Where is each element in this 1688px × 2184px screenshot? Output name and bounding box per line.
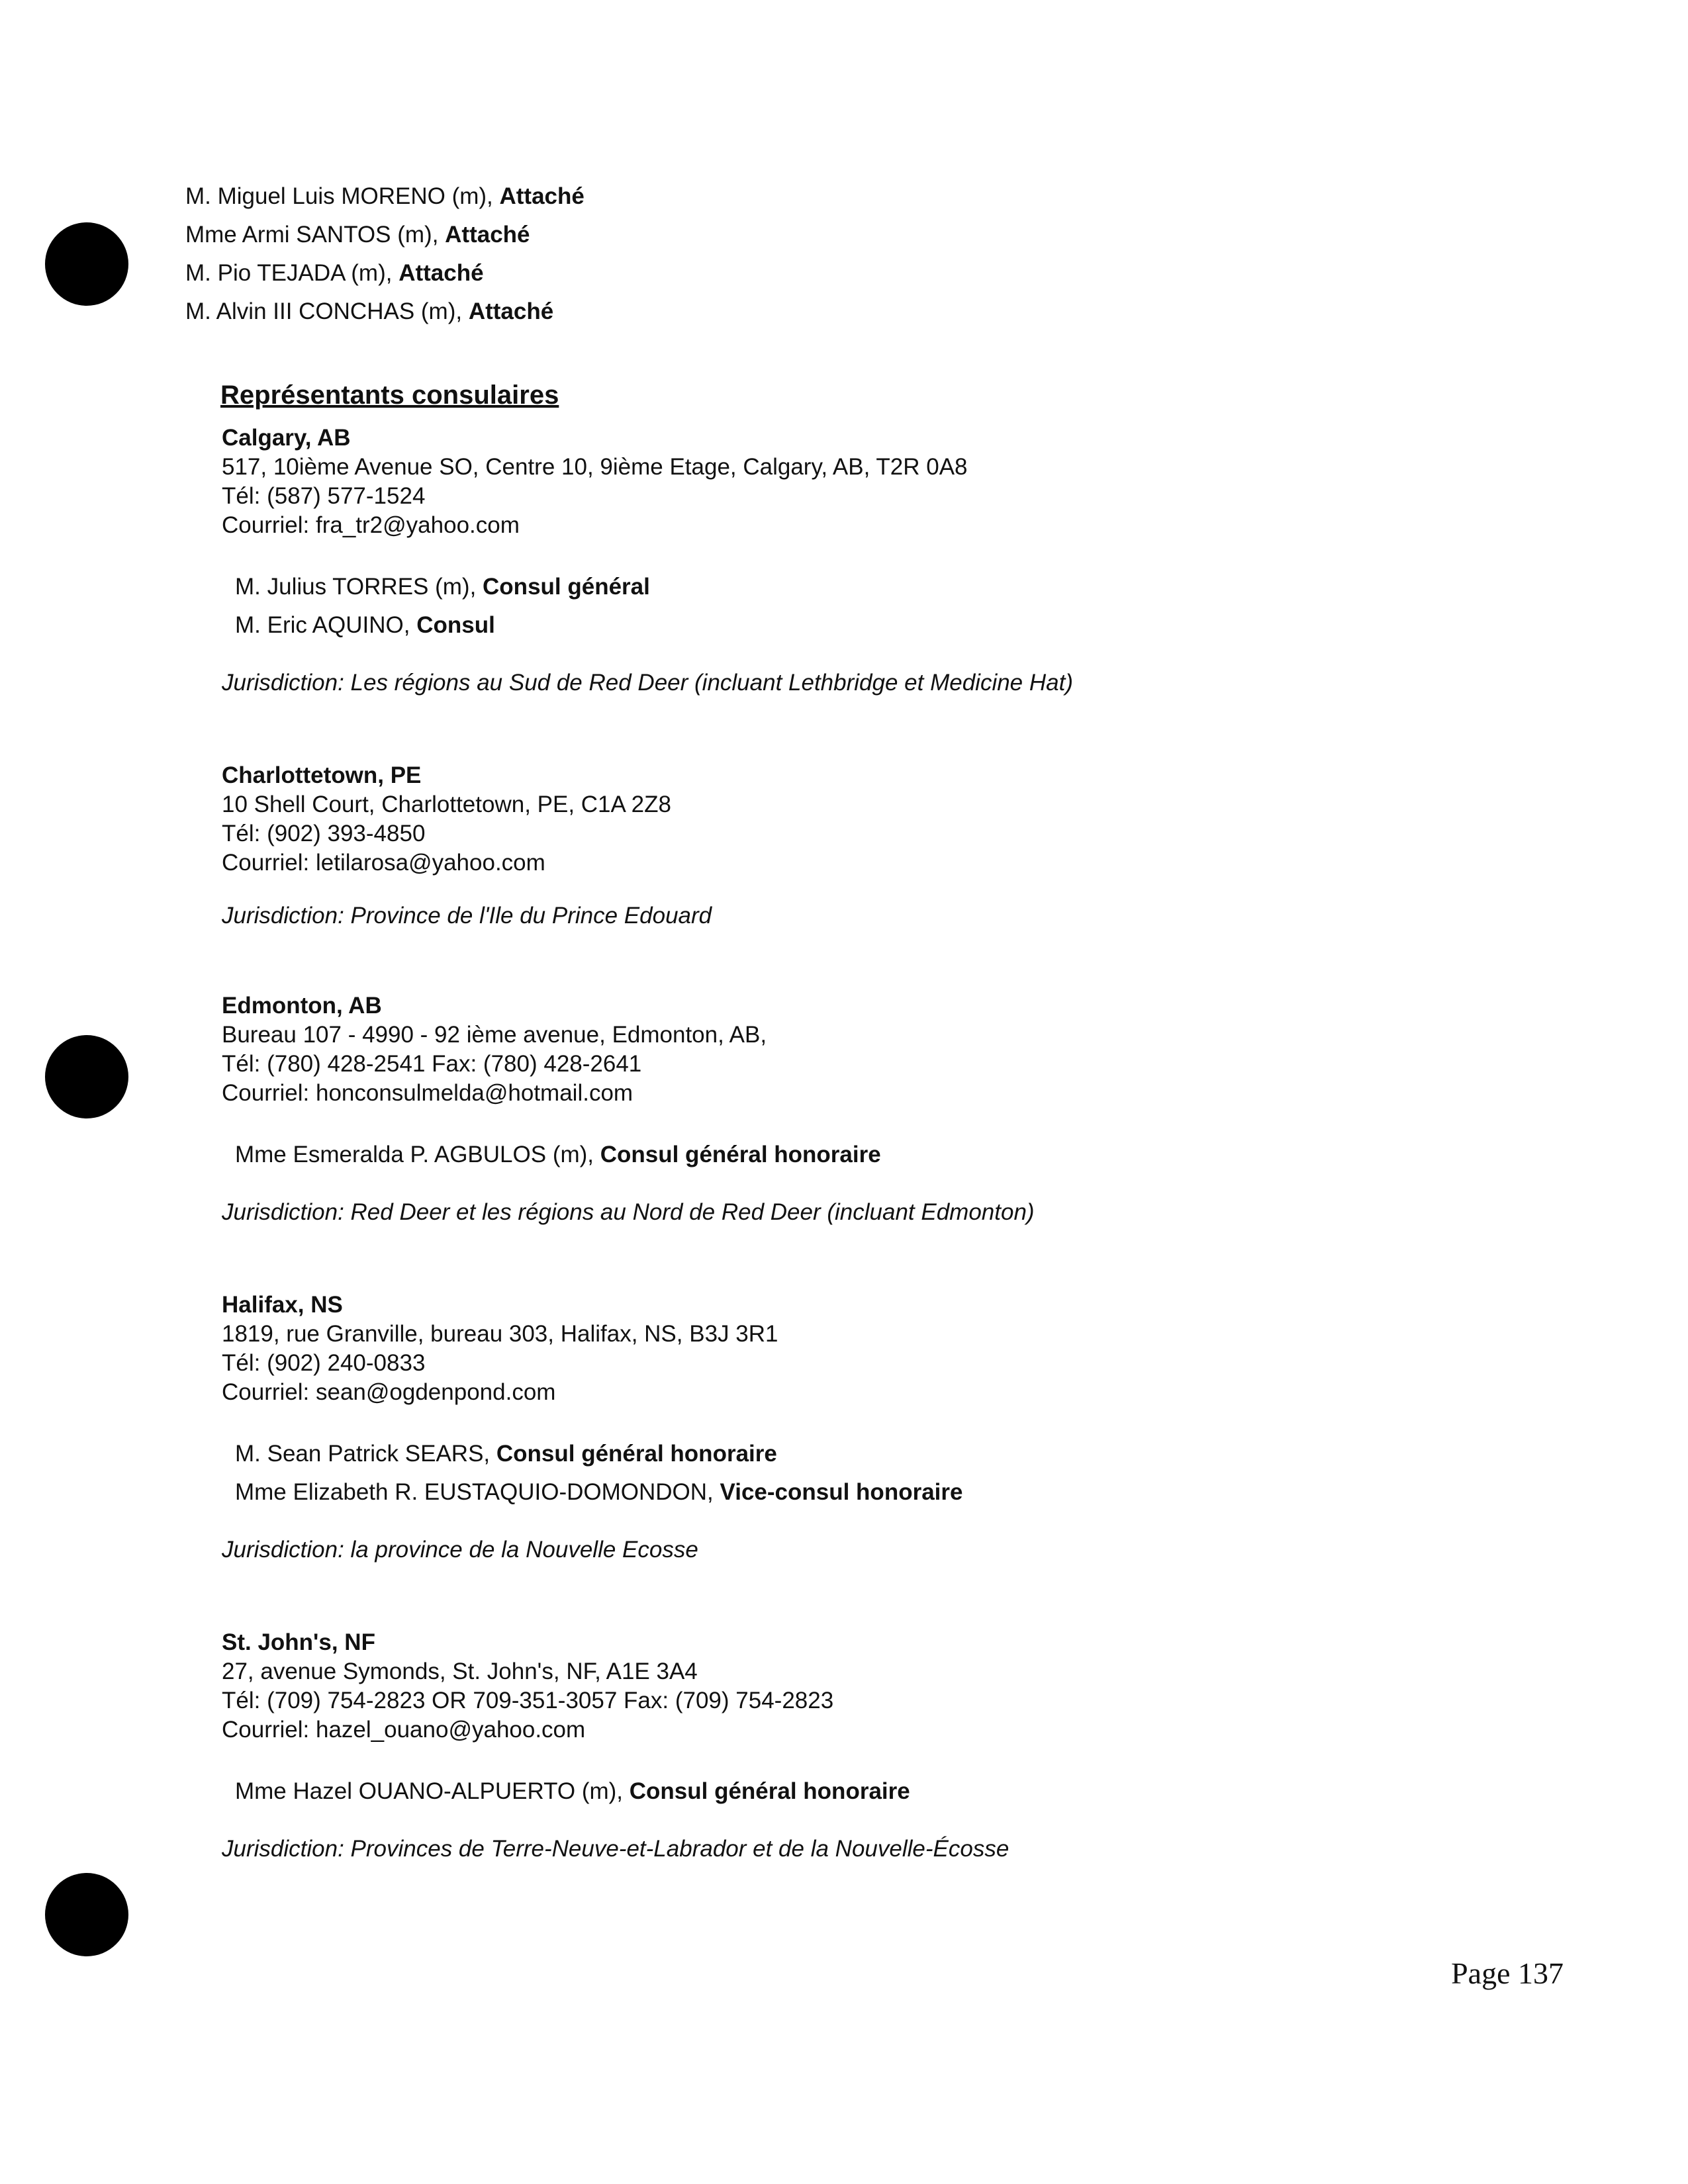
office-city: St. John's, NF: [222, 1629, 375, 1655]
page-number: Page 137: [1451, 1956, 1564, 1990]
staff-entry: [185, 293, 585, 331]
section-title: Représentants consulaires: [220, 381, 559, 410]
office-st-johns: [222, 1628, 1009, 1862]
binder-hole: [45, 222, 128, 306]
office-address: Bureau 107 - 4990 - 92 ième avenue, Edmonton, AB,: [222, 1022, 767, 1048]
officials-list: [222, 1435, 962, 1512]
office-address: 1819, rue Granville, bureau 303, Halifax, NS, B3J 3R1: [222, 1321, 778, 1347]
official-title: Consul général honoraire: [629, 1778, 910, 1804]
officials-list: [222, 1136, 1035, 1174]
staff-entry: [185, 216, 585, 254]
office-address: 27, avenue Symonds, St. John's, NF, A1E 3A4: [222, 1659, 698, 1684]
official-name: Mme Esmeralda P. AGBULOS (m),: [235, 1142, 600, 1167]
office-address: 517, 10ième Avenue SO, Centre 10, 9ième Etage, Calgary, AB, T2R 0A8: [222, 454, 968, 480]
office-email: Courriel: fra_tr2@yahoo.com: [222, 512, 520, 538]
office-email: Courriel: sean@ogdenpond.com: [222, 1379, 556, 1405]
official-name: Mme Elizabeth R. EUSTAQUIO-DOMONDON,: [235, 1479, 720, 1505]
office-email: Courriel: hazel_ouano@yahoo.com: [222, 1717, 586, 1743]
official-entry: [235, 606, 1073, 645]
official-name: M. Eric AQUINO,: [235, 612, 417, 638]
staff-name: M. Pio TEJADA (m),: [185, 260, 399, 286]
office-address: 10 Shell Court, Charlottetown, PE, C1A 2Z8: [222, 792, 671, 817]
official-name: M. Sean Patrick SEARS,: [235, 1441, 496, 1467]
office-city: Edmonton, AB: [222, 993, 382, 1019]
official-name: M. Julius TORRES (m),: [235, 574, 483, 600]
office-email: Courriel: letilarosa@yahoo.com: [222, 850, 545, 876]
official-entry: [235, 1136, 1035, 1174]
office-jurisdiction: Jurisdiction: Red Deer et les régions au Nord de Red Deer (incluant Edmonton): [222, 1199, 1035, 1225]
office-phone: Tél: (780) 428-2541 Fax: (780) 428-2641: [222, 1051, 642, 1077]
staff-entry: [185, 177, 585, 216]
staff-entry: [185, 254, 585, 293]
office-jurisdiction: Jurisdiction: Les régions au Sud de Red Deer (incluant Lethbridge et Medicine Hat): [222, 670, 1073, 696]
office-city: Halifax, NS: [222, 1292, 343, 1318]
office-jurisdiction: Jurisdiction: Province de l'Ile du Prince Edouard: [222, 903, 712, 929]
official-title: Consul: [416, 612, 495, 638]
office-phone: Tél: (709) 754-2823 OR 709-351-3057 Fax: (709) 754-2823: [222, 1688, 834, 1713]
official-title: Consul général: [483, 574, 650, 600]
staff-name: M. Miguel Luis MORENO (m),: [185, 183, 500, 209]
office-city: Calgary, AB: [222, 425, 351, 451]
staff-title: Attaché: [499, 183, 585, 209]
binder-hole: [45, 1873, 128, 1956]
office-phone: Tél: (902) 393-4850: [222, 821, 426, 846]
office-calgary: [222, 424, 1073, 696]
staff-list: [185, 177, 585, 331]
office-city: Charlottetown, PE: [222, 762, 422, 788]
office-jurisdiction: Jurisdiction: la province de la Nouvelle Ecosse: [222, 1537, 698, 1563]
binder-hole: [45, 1035, 128, 1118]
official-title: Consul général honoraire: [496, 1441, 777, 1467]
staff-title: Attaché: [468, 298, 554, 324]
official-title: Vice-consul honoraire: [720, 1479, 963, 1505]
officials-list: [222, 1772, 1009, 1811]
official-title: Consul général honoraire: [600, 1142, 881, 1167]
staff-title: Attaché: [399, 260, 484, 286]
office-phone: Tél: (587) 577-1524: [222, 483, 426, 509]
staff-name: Mme Armi SANTOS (m),: [185, 222, 445, 248]
office-edmonton: [222, 991, 1035, 1226]
officials-list: [222, 568, 1073, 645]
office-phone: Tél: (902) 240-0833: [222, 1350, 426, 1376]
office-halifax: [222, 1291, 962, 1563]
official-name: Mme Hazel OUANO-ALPUERTO (m),: [235, 1778, 630, 1804]
office-email: Courriel: honconsulmelda@hotmail.com: [222, 1080, 633, 1106]
staff-name: M. Alvin III CONCHAS (m),: [185, 298, 469, 324]
official-entry: [235, 568, 1073, 606]
office-charlottetown: [222, 761, 712, 929]
official-entry: [235, 1435, 962, 1473]
staff-title: Attaché: [445, 222, 530, 248]
official-entry: [235, 1473, 962, 1512]
official-entry: [235, 1772, 1009, 1811]
office-jurisdiction: Jurisdiction: Provinces de Terre-Neuve-et-Labrador et de la Nouvelle-Écosse: [222, 1836, 1009, 1862]
